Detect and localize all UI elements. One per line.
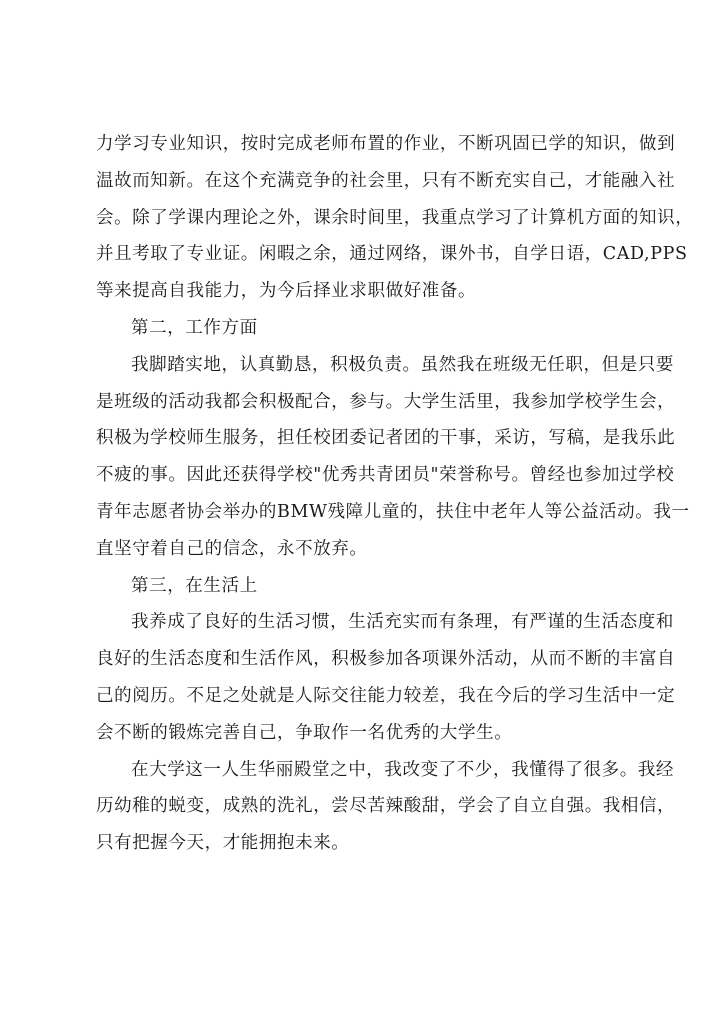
text-line: 在大学这一人生华丽殿堂之中，我改变了不少，我懂得了很多。我经: [131, 759, 674, 780]
text-line: 良好的生活态度和生活作风，积极参加各项课外活动，从而不断的丰富自: [96, 649, 676, 670]
section-heading: 第三，在生活上: [131, 575, 258, 596]
document-body: [96, 126, 694, 862]
text-line: 不疲的事。因此还获得学校"优秀共青团员"荣誉称号。曾经也参加过学校: [96, 465, 675, 486]
text-line: 只有把握今天，才能拥抱未来。: [96, 833, 350, 854]
text-line: 会。除了学课内理论之外，课余时间里，我重点学习了计算机方面的知识，: [96, 207, 694, 228]
text-line: 是班级的活动我都会积极配合，参与。大学生活里，我参加学校学生会，: [96, 391, 676, 412]
text-line: 温故而知新。在这个充满竞争的社会里，只有不断充实自己，才能融入社: [96, 170, 676, 191]
text-line: 我脚踏实地，认真勤恳，积极负责。虽然我在班级无任职，但是只要: [131, 354, 674, 375]
text-line: 我养成了良好的生活习惯，生活充实而有条理，有严谨的生活态度和: [131, 612, 674, 633]
text-line: 会不断的锻炼完善自己，争取作一名优秀的大学生。: [96, 722, 513, 743]
section-heading: 第二，工作方面: [131, 317, 258, 338]
text-line: 青年志愿者协会举办的BMW残障儿童的，扶住中老年人等公益活动。我一: [96, 501, 690, 522]
text-line: 历幼稚的蜕变，成熟的洗礼，尝尽苦辣酸甜，学会了自立自强。我相信，: [96, 796, 676, 817]
text-line: 等来提高自我能力，为今后择业求职做好准备。: [96, 281, 477, 302]
text-line: 直坚守着自己的信念，永不放弃。: [96, 538, 368, 559]
text-line: 并且考取了专业证。闲暇之余，通过网络，课外书，自学日语，CAD,PPS: [96, 244, 688, 265]
text-line: 力学习专业知识，按时完成老师布置的作业，不断巩固已学的知识，做到: [96, 134, 676, 154]
text-line: 己的阅历。不足之处就是人际交往能力较差，我在今后的学习生活中一定: [96, 685, 676, 706]
text-line: 积极为学校师生服务，担任校团委记者团的干事，采访，写稿，是我乐此: [96, 428, 676, 449]
